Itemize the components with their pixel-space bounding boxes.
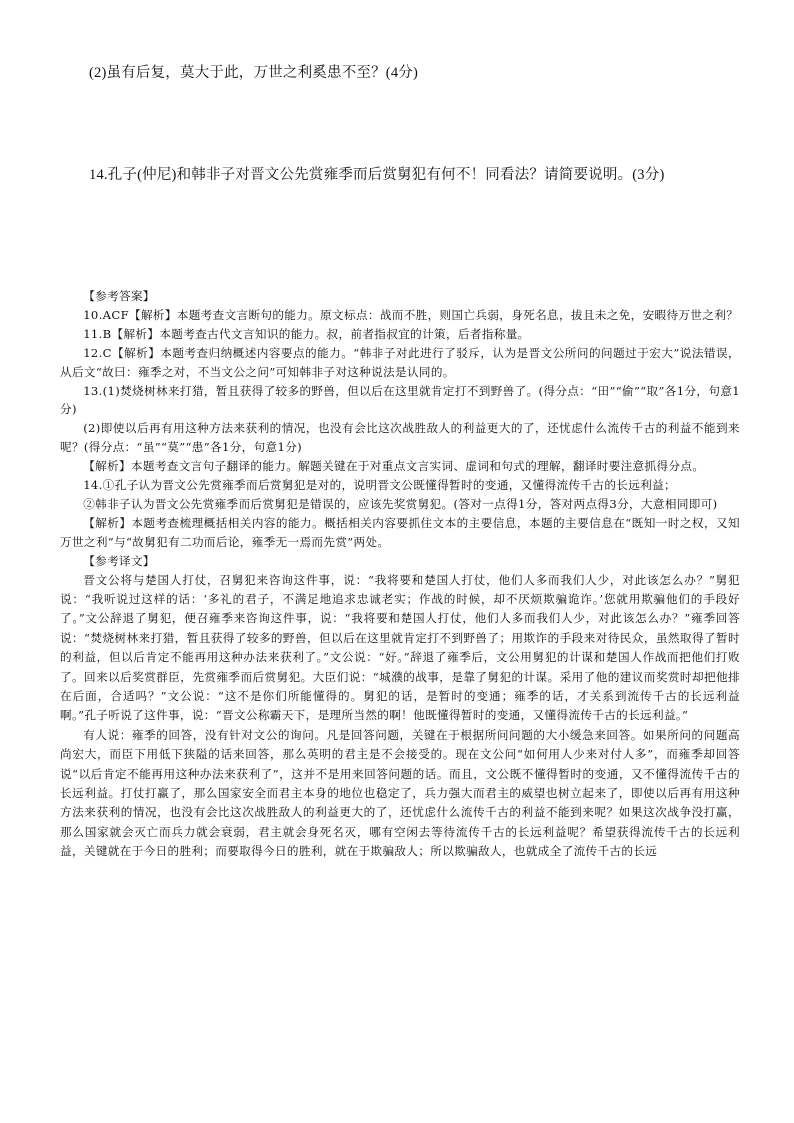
answer-13-analysis: 【解析】本题考查文言句子翻译的能力。解题关键在于对重点文言实词、虚词和句式的理解，翻译时要注意抓得分点。 (83, 459, 705, 474)
answer-12: 12.C【解析】本题考查归纳概述内容要点的能力。“韩非子对此进行了驳斥，认为是晋文公所问的问题过于宏大”说法错误，从后文“故曰：雍季之对，不当文公之问”可知韩非子对这种说法是认同的。 (60, 345, 740, 379)
answer-heading: 【参考答案】 (83, 289, 155, 303)
question-13-2: (2)虽有后复，莫大于此，万世之利奚患不至？(4分) (89, 65, 419, 81)
answer-13-2: (2)即使以后再有用这种方法来获利的情况，也没有会比这次战胜敌人的利益更大的了，还忧虑什么流传千古的利益不能到来呢？(得分点：“虽”“莫”“患”各1分，句意1分) (60, 421, 740, 455)
answer-11: 11.B【解析】本题考查古代文言知识的能力。叔，前者指叔宜的计策，后者指称量。 (83, 326, 530, 341)
question-14: 14.孔子(仲尼)和韩非子对晋文公先赏雍季而后赏舅犯有何不！同看法？请简要说明。(3分) (89, 167, 665, 183)
translation-paragraph-2: 有人说：雍季的回答，没有针对文公的询问。凡是回答问题，关键在于根据所问问题的大小缓急来回答。如果所问的问题高尚宏大，而臣下用低下狭隘的话来回答，那么英明的君主是不会接受的。现在文公问“如何用人少来对付人多”，而雍季却回答说“以后肯定不能再用这种办法来获利了”，这并不是用来回答问题的话。而且，文公既不懂得暂时的变通，又不懂得流传千古的长远利益。打仗打赢了，那么国家安全而君主本身的地位也稳定了，兵力强大而君主的威望也树立起来了，即使以后再有用这种方法来获利的情况，也没有会比这次战胜敌人的利益更大的了，还忧虑什么流传千古的利益不能到来呢？如果这次战争没打赢，那么国家就会灭亡而兵力就会衰弱，君主就会身死名灭，哪有空闲去等待流传千古的长远利益呢？希望获得流传千古的长远利益，关键就在于今日的胜利；而要取得今日的胜利，就在于欺骗敌人；所以欺骗敌人，也就成全了流传千古的长远 (60, 727, 740, 859)
translation-heading: 【参考译文】 (83, 553, 155, 568)
answer-10: 10.ACF【解析】本题考查文言断句的能力。原文标点：战而不胜，则国亡兵弱，身死名息，拔且未之免，安暇待万世之利？ (83, 307, 739, 322)
answer-13-1: 13.(1)焚烧树林来打猎，暂且获得了较多的野兽，但以后在这里就肯定打不到野兽了。(得分点：“田”“偷”“取”各1分，句意1分) (60, 383, 740, 417)
answer-section (60, 287, 740, 862)
answer-14-analysis: 【解析】本题考查梳理概括相关内容的能力。概括相关内容要抓住文本的主要信息，本题的主要信息在“既知一时之权，又知万世之利”与“故舅犯有二功而后论，雍季无一焉而先赏”两处。 (60, 515, 740, 549)
translation-paragraph-1: 晋文公将与楚国人打仗，召舅犯来咨询这件事，说：“我将要和楚国人打仗，他们人多而我们人少，对此该怎么办？”舅犯说：“我听说过这样的话：‘多礼的君子，不满足地追求忠诚老实；作战的时候，却不厌烦欺骗诡诈。’您就用欺骗他们的手段好了。”文公辞退了舅犯，便召雍季来咨询这件事，说：“我将要和楚国人打仗，他们人多而我们人少，对此该怎么办？”雍季回答说：“焚烧树林来打猎，暂且获得了较多的野兽，但以后在这里就肯定打不到野兽了；用欺诈的手段来对待民众，虽然取得了暂时的利益，但以后肯定不能再用这种办法来获利了。”文公说：“好。”辞退了雍季后，文公用舅犯的计谋和楚国人作战而把他们打败了。回来以后奖赏群臣，先赏雍季而后赏舅犯。大臣们说：“城濮的战事，是靠了舅犯的计谋。采用了他的建议而奖赏时却把他排在后面，合适吗？”文公说：“这不是你们所能懂得的。舅犯的话，是暂时的变通；雍季的话，才关系到流传千古的长远利益啊。”孔子听说了这件事，说：“晋文公称霸天下，是理所当然的啊！他既懂得暂时的变通，又懂得流传千古的长远利益。” (60, 572, 740, 723)
answer-14-2: ②韩非子认为晋文公先赏雍季而后赏舅犯是错误的，应该先奖赏舅犯。(答对一点得1分，答对两点得3分，大意相同即可) (83, 496, 718, 511)
answer-14-1: 14.①孔子认为晋文公先赏雍季而后赏舅犯是对的，说明晋文公既懂得暂时的变通，又懂得流传千古的长远利益； (83, 478, 676, 493)
